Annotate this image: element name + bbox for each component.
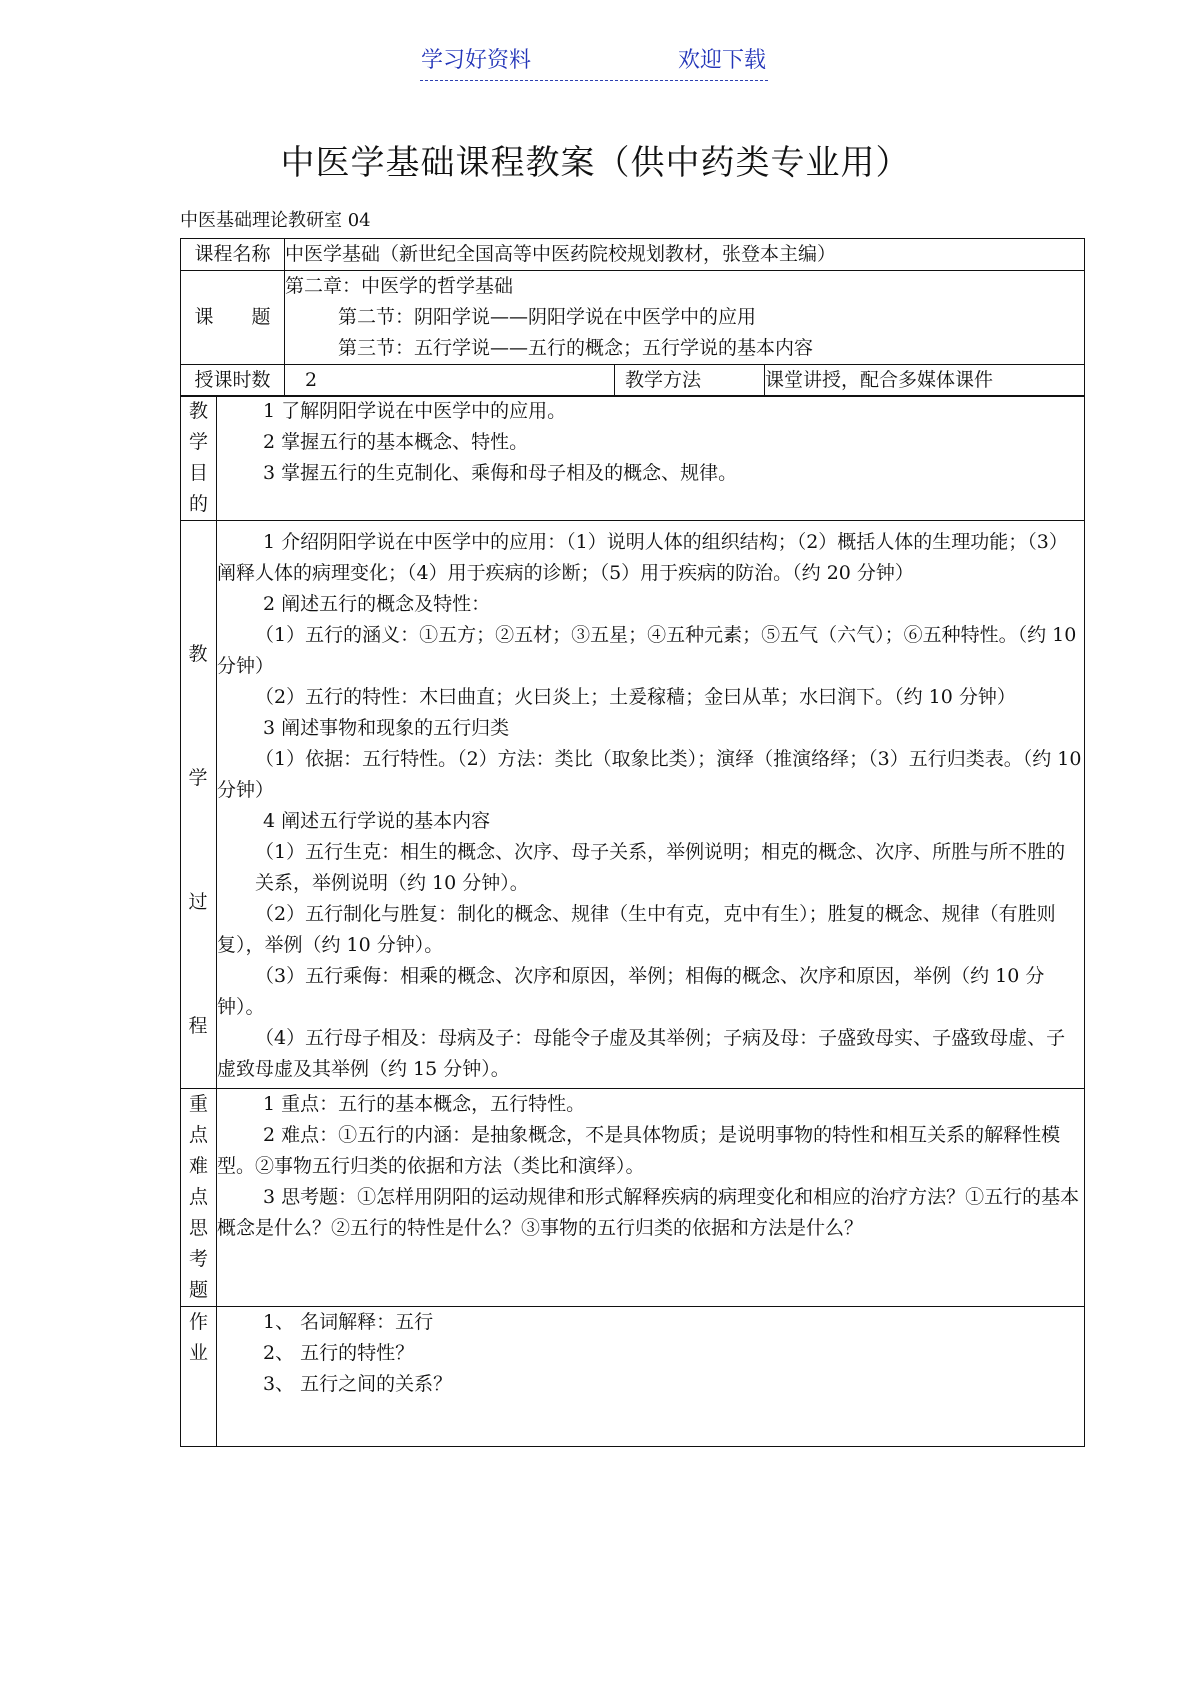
objectives-row [181, 396, 1085, 521]
label-char: 业 [188, 1342, 208, 1364]
process-item: 1 介绍阴阳学说在中医学中的应用：（1）说明人体的组织结构；（2）概括人体的生理功能；（3）阐释人体的病理变化；（4）用于疾病的诊断；（5）用于疾病的防治。（约 20 分钟） [217, 531, 1068, 584]
label-char: 过 [188, 891, 208, 913]
label-char: 目 [188, 462, 208, 484]
homework-value [217, 1307, 1085, 1447]
label-char: 点 [188, 1186, 208, 1208]
label-char: 思 [188, 1217, 208, 1239]
process-item: 3 阐述事物和现象的五行归类 [263, 717, 510, 739]
process-item: （2）五行制化与胜复：制化的概念、规律（生中有克，克中有生）；胜复的概念、规律（有胜则复），举例（约 10 分钟）。 [217, 903, 1056, 956]
process-item: 4 阐述五行学说的基本内容 [263, 810, 491, 832]
objectives-value [217, 396, 1085, 521]
header-right-text[interactable]: 欢迎下载 [678, 48, 767, 73]
label-char: 作 [188, 1311, 208, 1333]
objectives-label [181, 396, 217, 521]
keypoint-item: 2 难点：①五行的内涵：是抽象概念，不是具体物质；是说明事物的特性和相互关系的解释性模型。②事物五行归类的依据和方法（类比和演绎）。 [217, 1124, 1061, 1177]
label-char: 重 [188, 1093, 208, 1115]
objective-item: 1 了解阴阳学说在中医学中的应用。 [263, 400, 567, 422]
topic-line: 第三节：五行学说——五行的概念；五行学说的基本内容 [338, 337, 814, 359]
process-label [181, 521, 217, 1089]
label-char: 学 [188, 767, 208, 789]
process-item: 2 阐述五行的概念及特性： [263, 593, 491, 615]
process-value [217, 521, 1085, 1089]
process-item: （1）五行生克：相生的概念、次序、母子关系，举例说明；相克的概念、次序、所胜与所不胜的关系，举例说明（约 10 分钟）。 [255, 841, 1066, 894]
homework-item: 3、 五行之间的关系？ [263, 1373, 453, 1395]
label-char: 题 [188, 1279, 208, 1301]
label-char: 考 [188, 1248, 208, 1270]
topic-row [181, 271, 1085, 365]
keypoints-value [217, 1089, 1085, 1307]
lesson-plan-table-body [180, 395, 1085, 1447]
homework-item: 2、 五行的特性？ [263, 1342, 415, 1364]
process-item: （3）五行乘侮：相乘的概念、次序和原因，举例；相侮的概念、次序和原因，举例（约 10 分钟）。 [217, 965, 1045, 1018]
keypoints-label [181, 1089, 217, 1307]
document-title: 中医学基础课程教案（供中药类专业用） [280, 143, 911, 183]
process-item: （1）依据：五行特性。（2）方法：类比（取象比类）；演绎（推演络绎；（3）五行归类表。（约 10 分钟） [217, 748, 1082, 801]
topic-line: 第二章：中医学的哲学基础 [285, 275, 514, 297]
course-name-label: 课程名称 [181, 239, 285, 271]
objective-item: 3 掌握五行的生克制化、乘侮和母子相及的概念、规律。 [263, 462, 738, 484]
label-char: 点 [188, 1124, 208, 1146]
lesson-plan-table [180, 238, 1085, 397]
label-char: 难 [188, 1155, 208, 1177]
process-item: （4）五行母子相及：母病及子：母能令子虚及其举例；子病及母：子盛致母实、子盛致母虚、子虚致母虚及其举例（约 15 分钟）。 [217, 1027, 1066, 1080]
homework-label [181, 1307, 217, 1447]
course-name-row [181, 239, 1085, 271]
topic-value [285, 271, 1085, 365]
method-value: 课堂讲授，配合多媒体课件 [765, 365, 1085, 397]
department-line: 中医基础理论教研室 04 [180, 210, 371, 231]
keypoints-row [181, 1089, 1085, 1307]
hours-method-row [181, 365, 1085, 397]
keypoint-item: 1 重点：五行的基本概念，五行特性。 [263, 1093, 586, 1115]
label-char: 的 [188, 493, 208, 515]
process-item: （2）五行的特性：木曰曲直；火曰炎上；土爰稼穑；金曰从革；水曰润下。（约 10 分钟） [255, 686, 1016, 708]
course-name-value: 中医学基础（新世纪全国高等中医药院校规划教材，张登本主编） [285, 239, 1085, 271]
process-item: （1）五行的涵义：①五方；②五材；③五星；④五种元素；⑤五气（六气）；⑥五种特性。（约 10 分钟） [217, 624, 1077, 677]
objective-item: 2 掌握五行的基本概念、特性。 [263, 431, 529, 453]
hours-label: 授课时数 [181, 365, 285, 397]
topic-label: 课 题 [181, 271, 285, 365]
label-char: 程 [188, 1015, 208, 1037]
keypoint-item: 3 思考题：①怎样用阴阳的运动规律和形式解释疾病的病理变化和相应的治疗方法？①五行的基本概念是什么？②五行的特性是什么？③事物的五行归类的依据和方法是什么？ [217, 1186, 1080, 1239]
method-label: 教学方法 [615, 365, 765, 397]
topic-line: 第二节：阴阳学说——阴阳学说在中医学中的应用 [338, 306, 757, 328]
homework-row [181, 1307, 1085, 1447]
label-char: 教 [188, 400, 208, 422]
header-left-text[interactable]: 学习好资料 [421, 48, 532, 73]
hours-value: 2 [285, 365, 615, 397]
homework-item: 1、 名词解释：五行 [263, 1311, 434, 1333]
label-char: 教 [188, 643, 208, 665]
process-row [181, 521, 1085, 1089]
label-char: 学 [188, 431, 208, 453]
